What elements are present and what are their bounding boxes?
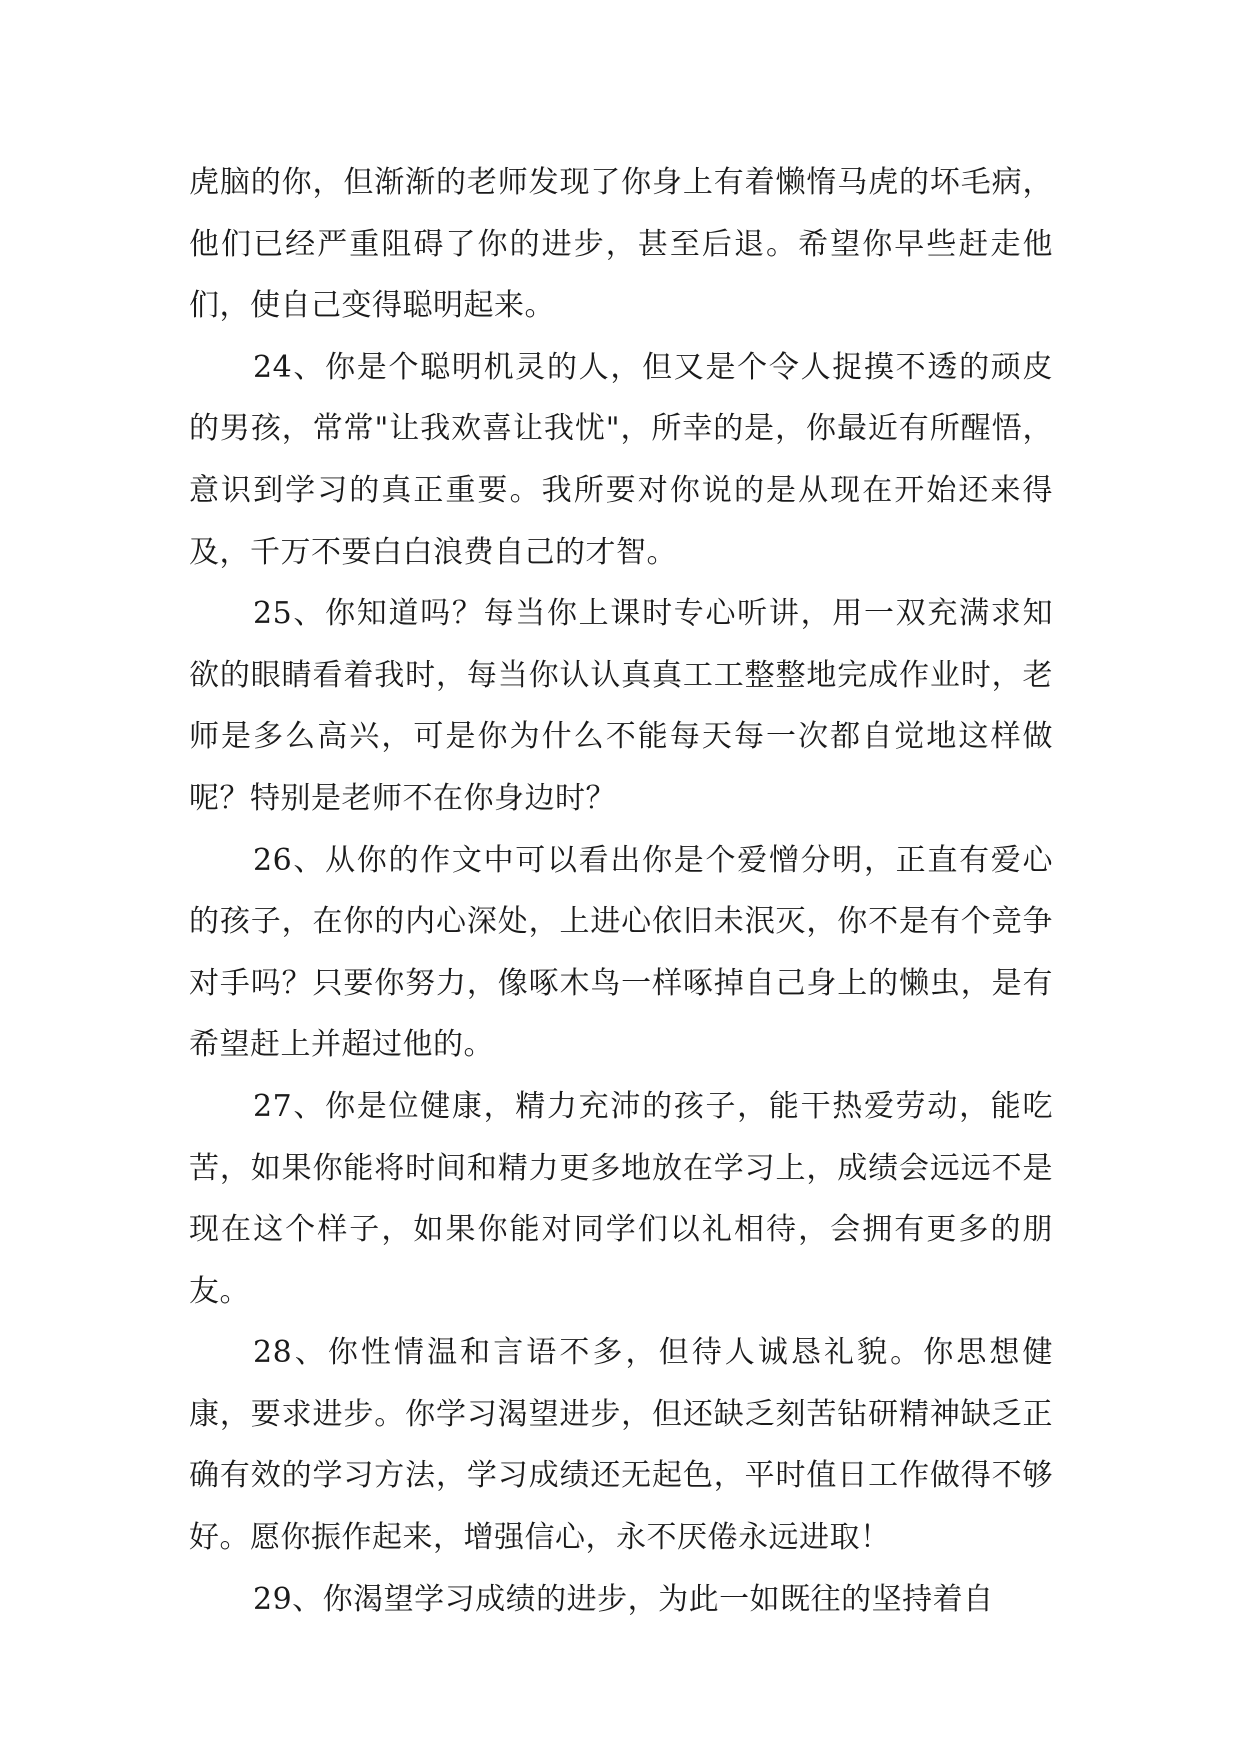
paragraph-29: 29、你渴望学习成绩的进步，为此一如既往的坚持着自 (253, 1581, 994, 1617)
document-body (189, 152, 1053, 1630)
paragraph-24: 24、你是个聪明机灵的人，但又是个令人捉摸不透的顽皮的男孩，常常"让我欢喜让我忧"，所幸的是，你最近有所醒悟，意识到学习的真正重要。我所要对你说的是从现在开始还来得及，千万不要白白浪费自己的才智。 (189, 349, 1053, 570)
paragraph-26: 26、从你的作文中可以看出你是个爱憎分明，正直有爱心的孩子，在你的内心深处，上进心依旧未泯灭，你不是有个竞争对手吗？只要你努力，像啄木鸟一样啄掉自己身上的懒虫，是有希望赶上并超过他的。 (189, 842, 1053, 1063)
paragraph-continuation: 虎脑的你，但渐渐的老师发现了你身上有着懒惰马虎的坏毛病，他们已经严重阻碍了你的进步，甚至后退。希望你早些赶走他们，使自己变得聪明起来。 (189, 165, 1053, 324)
paragraph-27: 27、你是位健康，精力充沛的孩子，能干热爱劳动，能吃苦，如果你能将时间和精力更多地放在学习上，成绩会远远不是现在这个样子，如果你能对同学们以礼相待，会拥有更多的朋友。 (189, 1088, 1053, 1309)
paragraph-28: 28、你性情温和言语不多，但待人诚恳礼貌。你思想健康，要求进步。你学习渴望进步，但还缺乏刻苦钻研精神缺乏正确有效的学习方法，学习成绩还无起色，平时值日工作做得不够好。愿你振作起来，增强信心，永不厌倦永远进取！ (189, 1335, 1053, 1556)
paragraph-25: 25、你知道吗？每当你上课时专心听讲，用一双充满求知欲的眼睛看着我时，每当你认认真真工工整整地完成作业时，老师是多么高兴，可是你为什么不能每天每一次都自觉地这样做呢？特别是老师不在你身边时？ (189, 596, 1053, 816)
